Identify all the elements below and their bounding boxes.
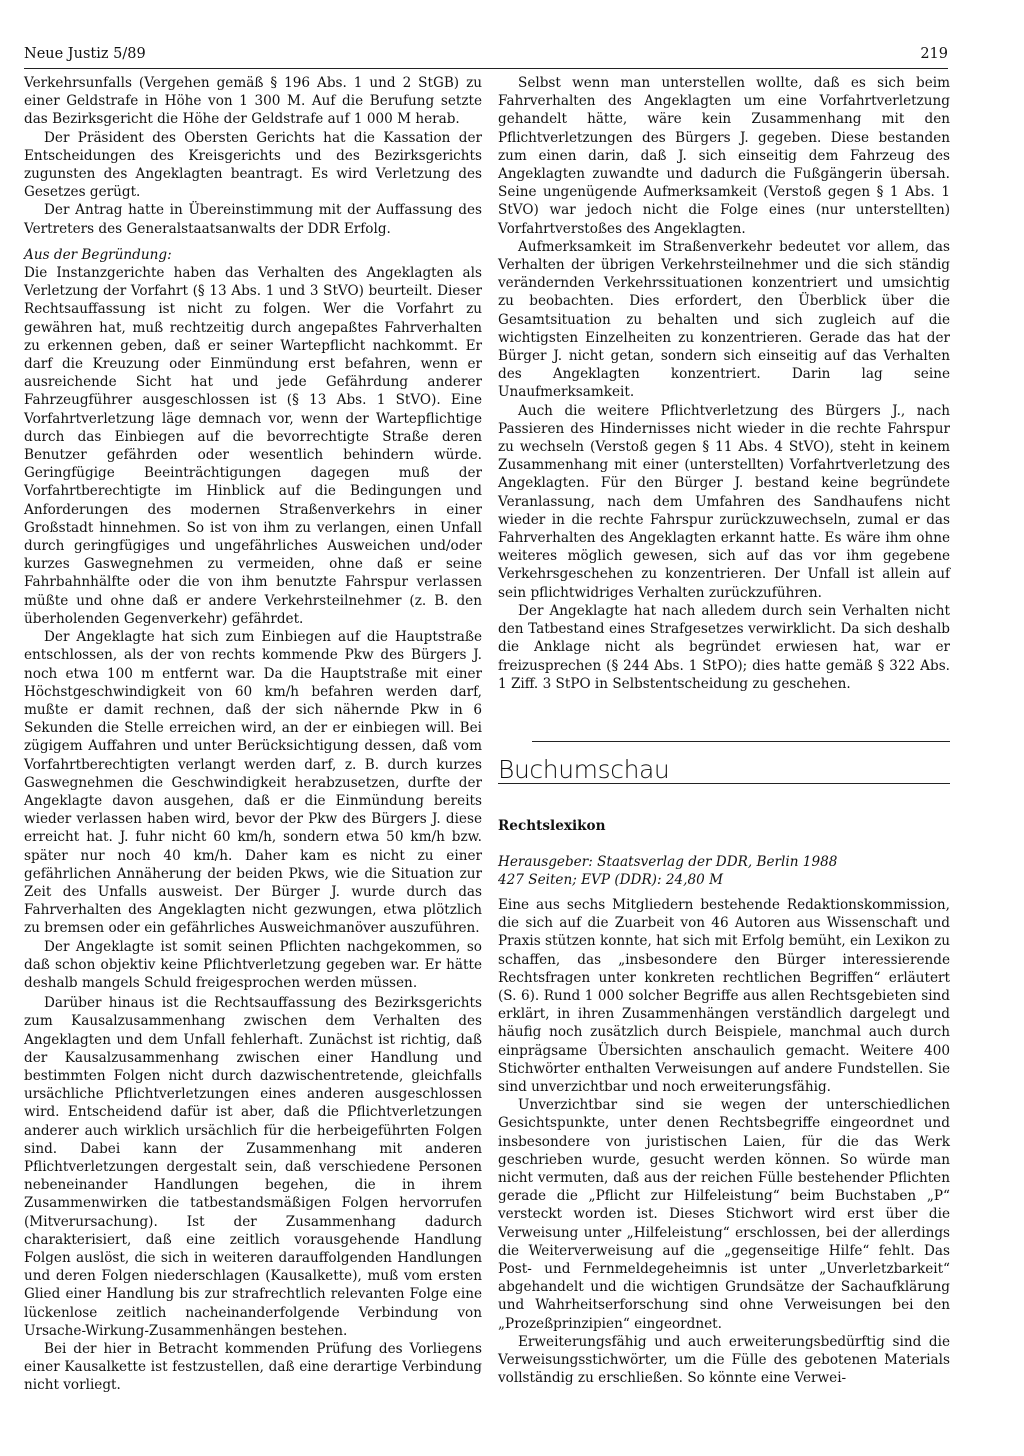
subheading: Aus der Begründung: [24,246,172,263]
book-publisher: Herausgeber: Staatsverlag der DDR, Berlin 1988 [498,854,838,871]
paragraph: Bei der hier in Betracht kommenden Prüfung des Vorliegens einer Kausalkette ist festzustellen, daß eine derartige Verbindung nicht vorliegt. [24,1341,482,1394]
page-number: 219 [920,46,948,62]
paragraph: Die Instanzgerichte haben das Verhalten des Angeklagten als Verletzung der Vorfahrt (§ 13 Abs. 1 und 3 StVO) beurteilt. Dieser Rechtsauffassung ist nicht zu folgen. Wer die Vorfahrt zu gewähren hat, muß rechtzeitig durch angepaßtes Fahrverhalten zu erkennen geben, daß er seiner Wartepflicht nachkommt. Er darf die Kreuzung oder Einmündung erst befahren, wenn er ausreichende Sicht hat und jede Gefährdung anderer Fahrzeugführer ausgeschlossen ist (§ 13 Abs. 1 StVO). Eine Vorfahrtverletzung läge demnach vor, wenn der Wartepflichtige durch das Einbiegen auf die bevorrechtigte Straße deren Benutzer gefährden oder wesentlich behindern würde. Geringfügige Beeinträchtigungen dagegen muß der Vorfahrtberechtigte im Hinblick auf die Bedingungen und Anforderungen des modernen Straßenverkehrs in einer Großstadt hinnehmen. So ist von ihm zu verlangen, einen Unfall durch geringfügiges und ungefährliches Ausweichen und/oder kurzes Gaswegnehmen zu vermeiden, ohne daß er seine Fahrbahnhälfte oder die von ihm benutzte Fahrspur verlassen müßte und ohne daß er andere Verkehrsteilnehmer (z. B. den überholenden Gegenverkehr) gefährdet. [24,265,482,627]
paragraph: Auch die weitere Pflichtverletzung des Bürgers J., nach Passieren des Hindernisses nicht wieder in die rechte Fahrspur zu wechseln (Verstoß gegen § 11 Abs. 4 StVO), steht in keinem Zusammenhang mit einer (unterstellten) Vorfahrtverletzung des Angeklagten. Für den Bürger J. bestand keine begründete Veranlassung, nach dem Umfahren des Sandhaufens nicht wieder in die rechte Fahrspur zurückzuwechseln, zumal er das Fahrverhalten des Angeklagten erkannt hatte. Es wäre ihm ohne weiteres möglich gewesen, sich auf das vor ihm gegebene Verkehrsgeschehen zu konzentrieren. Der Unfall ist allein auf sein pflichtwidriges Verhalten zurückzuführen. [498,402,950,601]
paragraph: Der Angeklagte hat nach alledem durch sein Verhalten nicht den Tatbestand eines Strafgesetzes verwirklicht. Da sich deshalb die Anklage nicht als begründet erwiesen hat, war er freizusprechen (§ 244 Abs. 1 StPO); dies hatte gemäß § 322 Abs. 1 Ziff. 3 StPO in Selbstentscheidung zu geschehen. [498,602,950,692]
paragraph: Selbst wenn man unterstellen wollte, daß es sich beim Fahrverhalten des Angeklagten um eine Vorfahrtverletzung gehandelt hätte, wäre kein Zusammenhang mit den Pflichtverletzungen des Bürgers J. gegeben. Diese bestanden zum einen darin, daß J. sich einseitig dem Fahrzeug des Angeklagten zuwandte und dadurch die Fußgängerin übersah. Seine ungenügende Aufmerksamkeit (Verstoß gegen § 1 Abs. 1 StVO) war jedoch nicht die Folge eines (nur unterstellten) Vorfahrtverstoßes des Angeklagten. [498,75,950,237]
paragraph: Der Angeklagte hat sich zum Einbiegen auf die Hauptstraße entschlossen, als der von rechts kommende Pkw des Bürgers J. noch etwa 100 m entfernt war. Da die Hauptstraße mit einer Höchstgeschwindigkeit von 60 km/h befahren werden darf, mußte er damit rechnen, daß der sich nähernde Pkw in 6 Sekunden die Stelle erreichen wird, an der er einbiegen will. Bei zügigem Auffahren und unter Berücksichtigung dessen, daß vom Vorfahrtberechtigten verlangt werden darf, z. B. durch kurzes Gaswegnehmen die Geschwindigkeit herabzusetzen, durfte der Angeklagte davon ausgehen, daß er die Einmündung bereits wieder verlassen haben wird, bevor der Pkw des Bürgers J. diese erreicht hat. J. fuhr nicht 60 km/h, sondern etwa 50 km/h bzw. später nur noch 40 km/h. Daher kam es nicht zu einer gefährlichen Annäherung der beiden Pkws, wie die Situation zur Zeit des Unfalls ausweist. Der Bürger J. wurde durch das Fahrverhalten des Angeklagten nicht gezwungen, etwa plötzlich zu bremsen oder ein gefährliches Ausweichmanöver auszuführen. [24,629,482,937]
paragraph: Unverzichtbar sind sie wegen der unterschiedlichen Gesichtspunkte, unter denen Rechtsbegriffe eingeordnet und insbesondere von juristischen Laien, für die das Werk geschrieben wurde, gesucht werden können. So würde man nicht vermuten, daß aus der reichen Fülle bestehender Pflichten gerade die „Pflicht zur Hilfeleistung“ beim Buchstaben „P“ versteckt worden ist. Dieses Stichwort wird erst über die Verweisung unter „Hilfeleistung“ erschlossen, bei der allerdings die Weiterverweisung auf die „gegenseitige Hilfe“ fehlt. Das Post- und Fernmeldegeheimnis ist unter „Unverletzbarkeit“ abgehandelt und die wichtigen Grundsätze der Sachaufklärung und Wahrheitserforschung sind ohne Verweisungen bei den „Prozeßprinzipien“ eingeordnet. [498,1097,950,1332]
paragraph: Erweiterungsfähig und auch erweiterungsbedürftig sind die Verweisungsstichwörter, um die Fülle des gebotenen Materials vollständig zu erschließen. So könnte eine Verwei- [498,1333,950,1387]
review-text [498,896,950,1387]
paragraph: Darüber hinaus ist die Rechtsauffassung des Bezirksgerichts zum Kausalzusammenhang zwischen dem Verhalten des Angeklagten und dem Unfall fehlerhaft. Zunächst ist richtig, daß der Kausalzusammenhang zwischen einer Handlung und bestimmten Folgen nicht durch dazwischentretende, gleichfalls ursächliche Pflichtverletzungen eines anderen ausgeschlossen wird. Entscheidend dafür ist aber, daß die Pflichtverletzungen anderer auch wirklich ursächlich für die herbeigeführten Folgen sind. Dabei kann der Zusammenhang mit anderen Pflichtverletzungen dergestalt sein, daß verschiedene Personen nebeneinander Handlungen begehen, die in ihrem Zusammenwirken die tatbestandsmäßigen Folgen hervorrufen (Mitverursachung). Ist der Zusammenhang dadurch charakterisiert, daß eine zeitlich vorausgehende Handlung Folgen auslöst, die sich in weiteren darauffolgenden Handlungen und deren Folgen niederschlagen (Kausalkette), muß vom ersten Glied einer Handlung bis zur strafrechtlich relevanten Folge eine lückenlose zeitlich nacheinanderfolgende Verbindung von Ursache-Wirkung-Zusammenhängen bestehen. [24,995,482,1339]
paragraph: Aufmerksamkeit im Straßenverkehr bedeutet vor allem, das Verhalten der übrigen Verkehrsteilnehmer und die sich ständig verändernden Verkehrssituationen konzentriert und umsichtig zu beobachten. Dies erfordert, den Überblick über die Gesamtsituation zu behalten und sich zugleich auf die wichtigsten Einzelheiten zu konzentrieren. Gerade das hat der Bürger J. nicht getan, sondern sich einseitig auf das Verhalten des Angeklagten konzentriert. Darin lag seine Unaufmerksamkeit. [498,238,950,401]
right-column [498,74,950,693]
journal-title: Neue Justiz 5/89 [24,46,146,62]
section-title: Buchumschau [498,755,670,784]
book-details: 427 Seiten; EVP (DDR): 24,80 M [498,872,724,889]
book-info [498,817,950,890]
paragraph: Verkehrsunfalls (Vergehen gemäß § 196 Abs. 1 und 2 StGB) zu einer Geldstrafe in Höhe von 1 300 M. Auf die Berufung setzte das Bezirksgericht die Höhe der Geldstrafe auf 1 000 M herab. [24,75,482,128]
paragraph: Der Präsident des Obersten Gerichts hat die Kassation der Entscheidungen des Kreisgerichts und des Bezirksgerichts zugunsten des Angeklagten beantragt. Es wird Verletzung des Gesetzes gerügt. [24,129,482,201]
header-rule [24,68,948,69]
section-top-rule [532,741,950,742]
paragraph: Der Antrag hatte in Übereinstimmung mit der Auffassung des Vertreters des Generalstaatsanwalts der DDR Erfolg. [24,202,482,237]
page-header [24,46,948,68]
paragraph: Eine aus sechs Mitgliedern bestehende Redaktionskommission, die sich auf die Zuarbeit von 46 Autoren aus Wissenschaft und Praxis stützen konnte, hat sich mit Erfolg bemüht, ein Lexikon zu schaffen, das „insbesondere den Bürger interessierende Rechtsfragen unter konkreten rechtlichen Begriffen“ erläutert (S. 6). Rund 1 000 solcher Begriffe aus allen Rechtsgebieten sind erklärt, in ihren Zusammenhängen verständlich dargelegt und häufig noch zusätzlich durch Beispiele, manchmal auch durch einprägsame Übersichten anschaulich gemacht. Weitere 400 Stichwörter enthalten Verweisungen auf andere Fundstellen. Sie sind unverzichtbar und noch erweiterungsfähig. [498,897,950,1096]
paragraph: Der Angeklagte ist somit seinen Pflichten nachgekommen, so daß schon objektiv keine Pflichtverletzung gegeben war. Er hätte deshalb mangels Schuld freigesprochen werden müssen. [24,938,482,991]
left-column [24,74,482,1395]
book-title: Rechtslexikon [498,818,606,834]
section-bottom-rule [498,783,950,784]
